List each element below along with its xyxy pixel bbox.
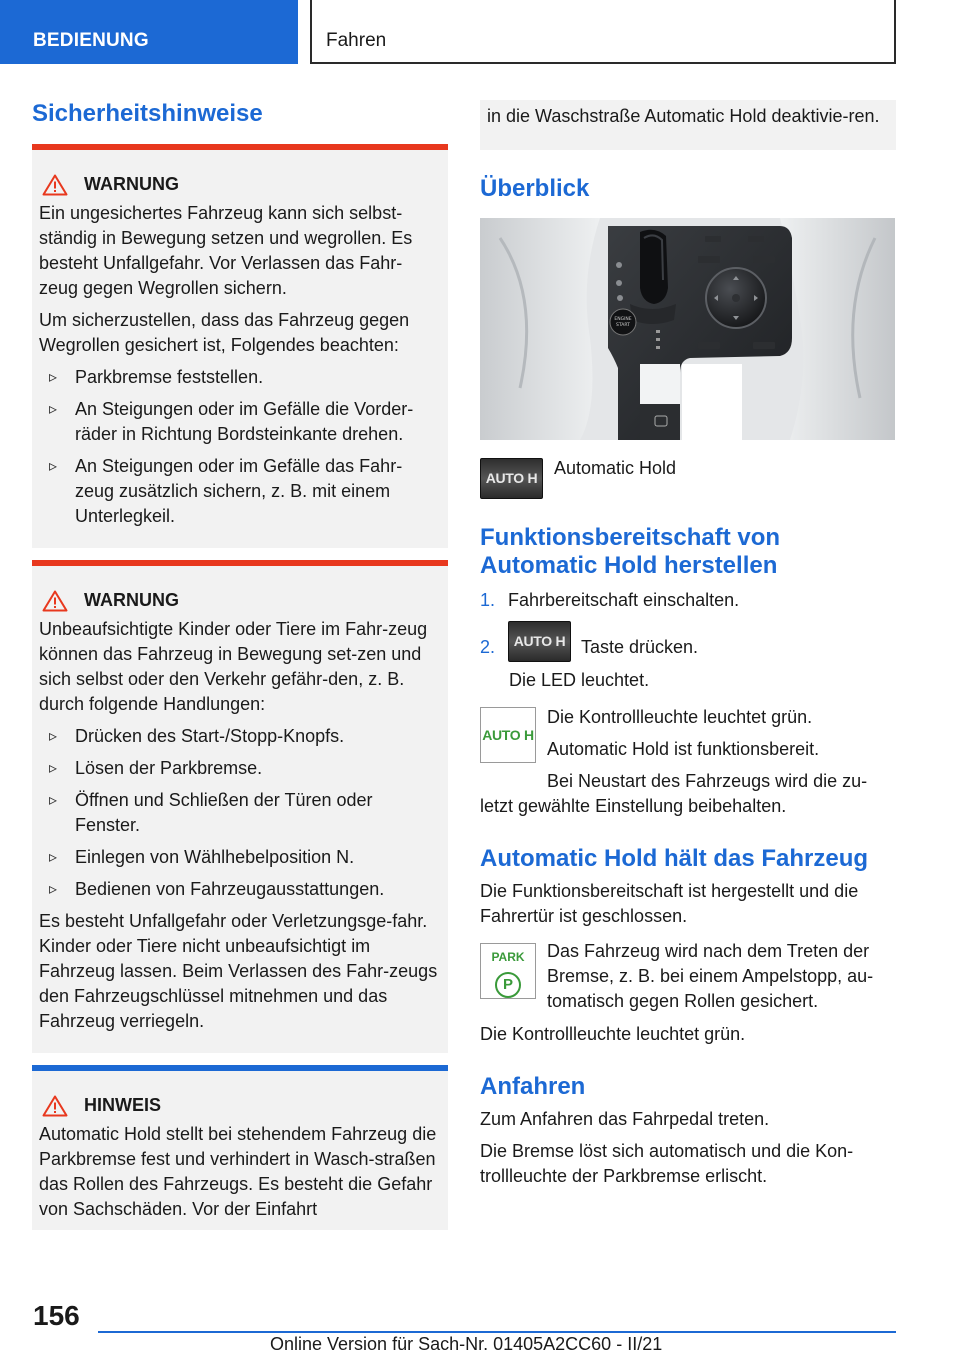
warning-triangle-icon (42, 1095, 68, 1117)
park-circle-letter: P (502, 976, 513, 993)
list-item: ▹ Einlegen von Wählhebelposition N. (39, 845, 438, 870)
warning-text: Unbeaufsichtigte Kinder oder Tiere im Fahr-zeug können das Fahrzeug in Bewegung set-zen und sich selbst oder den Verkehr gefähr-den, z. B. durch folgende Handlungen: (39, 619, 428, 714)
section-tab (0, 0, 298, 64)
warning-box-1 (32, 144, 448, 548)
body-text: Die Bremse löst sich automatisch und die Kon-trollleuchte der Parkbremse erlischt. (480, 1141, 854, 1186)
section-title: Anfahren (480, 1073, 586, 1100)
chapter-tab (310, 0, 896, 64)
svg-text:ENGINE: ENGINE (614, 317, 632, 322)
warning-label: WARNUNG (84, 590, 179, 610)
warning-text: Um sicherzustellen, dass das Fahrzeug gegen Wegrollen gesichert ist, Folgendes beachten: (39, 310, 410, 355)
notice-label: HINWEIS (84, 1095, 162, 1115)
warning-triangle-icon (42, 590, 68, 612)
body-text: Die Funktionsbereitschaft ist hergestellt und die Fahrertür ist geschlossen. (480, 881, 859, 926)
body-text: Das Fahrzeug wird nach dem Treten der Bremse, z. B. bei einem Ampelstopp, au-tomatisch gegen Rollen gesichert. (547, 941, 874, 1011)
list-item: ▹ An Steigungen oder im Gefälle das Fahr-zeug zusätzlich sichern, z. B. mit einem Unterlegkeil. (39, 454, 438, 529)
list-item: ▹ Bedienen von Fahrzeugausstattungen. (39, 877, 438, 902)
warning-heading (39, 588, 438, 613)
warning-triangle-icon (42, 174, 68, 196)
auto-h-icon-text: AUTO H (485, 470, 538, 486)
indicator-text: Bei Neustart des Fahrzeugs wird die zu- (547, 771, 868, 791)
warning-box-2 (32, 560, 448, 1053)
notice-continuation (480, 100, 896, 150)
list-item: ▹ Parkbremse feststellen. (39, 365, 438, 390)
park-indicator-icon (480, 943, 536, 999)
step-text: Fahrbereitschaft einschalten. (508, 590, 740, 610)
led-note: Die LED leuchtet. (509, 670, 650, 690)
notice-text: Automatic Hold stellt bei stehendem Fahrzeug die Parkbremse fest und verhindert in Wasch-straßen das Rollen des Fahrzeugs. Es besteht die Gefahr von Sachschäden. Vor der Einfahrt (39, 1124, 437, 1219)
footer-text: Online Version für Sach-Nr. 01405A2CC60 - II/21 (270, 1334, 663, 1354)
auto-h-icon-text: AUTO H (513, 633, 566, 649)
step-2 (480, 621, 896, 662)
warning-heading (39, 172, 438, 197)
list-item: ▹ Öffnen und Schließen der Türen oder Fenster. (39, 788, 438, 838)
automatic-hold-row (480, 458, 896, 499)
page-number: 156 (33, 1300, 80, 1331)
auto-h-button-icon (480, 458, 543, 499)
section-title: Funktionsbereitschaft von Automatic Hold herstellen (480, 524, 781, 579)
notice-heading (39, 1093, 438, 1118)
notice-box (32, 1065, 448, 1230)
list-item: ▹ Lösen der Parkbremse. (39, 756, 438, 781)
list-item: ▹ Drücken des Start-/Stopp-Knopfs. (39, 724, 438, 749)
indicator-text: Die Kontrollleuchte leuchtet grün. (547, 707, 813, 727)
svg-text:START: START (616, 323, 630, 328)
indicator-text: Automatic Hold ist funktionsbereit. (547, 739, 820, 759)
body-text: Zum Anfahren das Fahrpedal treten. (480, 1109, 770, 1129)
warning-list (39, 365, 438, 529)
indicator-block (480, 705, 896, 819)
body-text: Die Kontrollleuchte leuchtet grün. (480, 1024, 746, 1044)
warning-text: Ein ungesichertes Fahrzeug kann sich selbst-ständig in Bewegung setzen und wegrollen. Es besteht Unfallgefahr. Vor Verlassen das Fahr-zeug gegen Wegrollen sichern. (39, 203, 413, 298)
step-1 (480, 588, 896, 613)
chapter-label: Fahren (326, 30, 387, 51)
warning-list (39, 724, 438, 902)
park-block (480, 939, 896, 1014)
notice-text: in die Waschstraße Automatic Hold deaktivie-ren. (487, 106, 880, 126)
park-circle-icon (495, 972, 521, 998)
step-number: 1. (480, 590, 496, 610)
overview-title: Überblick (480, 175, 590, 202)
step-text: Taste drücken. (581, 637, 699, 657)
right-column (480, 100, 896, 1189)
auto-h-indicator-icon (480, 707, 536, 763)
center-console-image (480, 218, 895, 440)
section-title: Automatic Hold hält das Fahrzeug (480, 845, 869, 872)
step-number: 2. (480, 637, 496, 657)
left-column (32, 100, 448, 1230)
auto-h-button-icon (508, 621, 571, 662)
list-item: ▹ An Steigungen oder im Gefälle die Vorder-räder in Richtung Bordsteinkante drehen. (39, 397, 438, 447)
section-label: BEDIENUNG (33, 30, 149, 51)
warning-label: WARNUNG (84, 174, 179, 194)
footer-divider (98, 1331, 896, 1333)
auto-h-icon-text: AUTO H (482, 726, 534, 743)
indicator-text: letzt gewählte Einstellung beibehalten. (480, 796, 787, 816)
page-title: Sicherheitshinweise (32, 100, 263, 127)
button-label: Automatic Hold (554, 458, 677, 478)
warning-text: Es besteht Unfallgefahr oder Verletzungsge-fahr. Kinder oder Tiere nicht unbeaufsichtigt im Fahrzeug lassen. Beim Verlassen des Fahr-zeugs den Fahrzeugschlüssel mitnehmen und das Fahrzeug verriegeln. (39, 911, 438, 1031)
park-icon-text: PARK (491, 949, 525, 964)
